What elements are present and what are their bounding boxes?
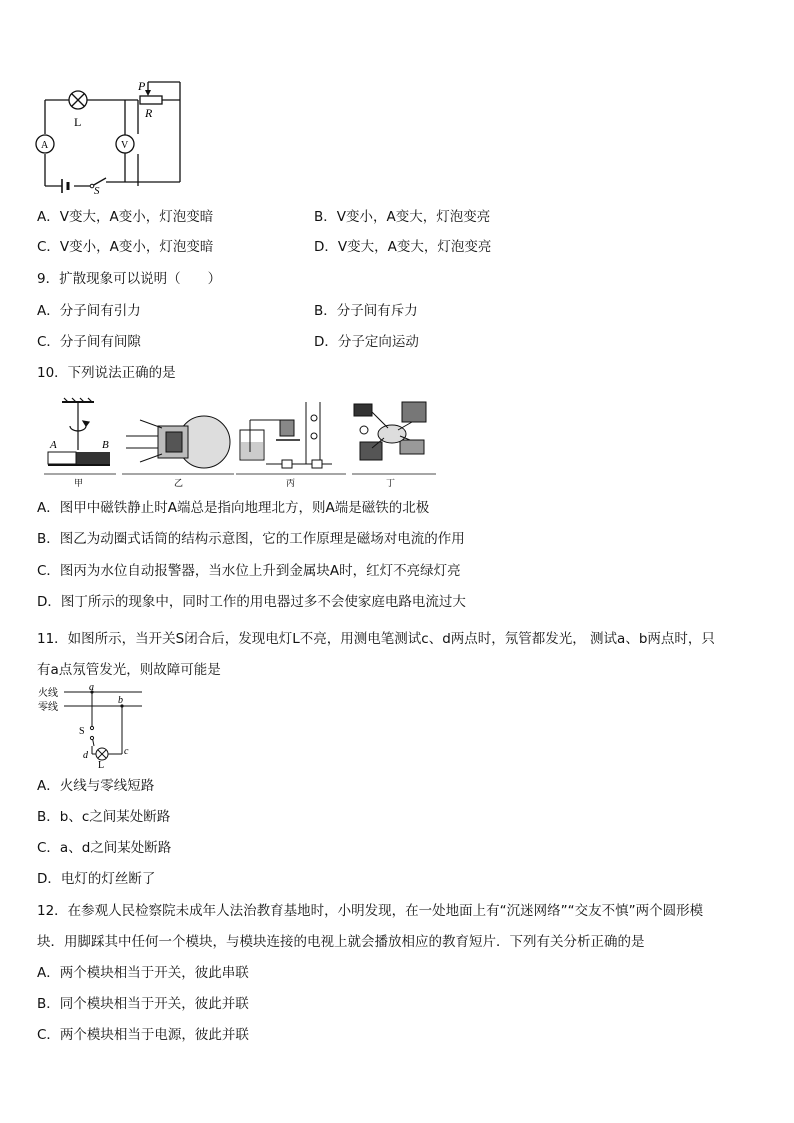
- q9-option-c[interactable]: C．分子间有间隙: [37, 334, 141, 350]
- label-lamp: L: [98, 760, 105, 770]
- q11-option-d[interactable]: D．电灯的灯丝断了: [37, 871, 156, 887]
- q8-option-a[interactable]: A．V变大，A变小，灯泡变暗: [37, 209, 214, 225]
- q8-circuit-diagram: [34, 78, 194, 194]
- label-ammeter: A: [41, 140, 49, 151]
- q12-option-a[interactable]: A．两个模块相当于开关，彼此串联: [37, 965, 249, 981]
- q12-option-b[interactable]: B．同个模块相当于开关，彼此并联: [37, 996, 249, 1012]
- label-c: c: [124, 746, 129, 757]
- q9-option-d[interactable]: D．分子定向运动: [314, 334, 419, 350]
- q9-stem: 9．扩散现象可以说明（ ）: [37, 271, 222, 287]
- label-s: S: [94, 185, 100, 194]
- q11-circuit-diagram: [36, 682, 146, 770]
- q11-stem-line2: 有a点氖管发光，则故障可能是: [37, 662, 221, 678]
- label-r: R: [145, 106, 153, 120]
- q10-figure-ding: [352, 396, 436, 488]
- label-a: a: [89, 682, 94, 693]
- q12-option-c[interactable]: C．两个模块相当于电源，彼此并联: [37, 1027, 249, 1043]
- q12-stem-line2: 块．用脚踩其中任何一个模块，与模块连接的电视上就会播放相应的教育短片．下列有关分析正确的是: [37, 934, 645, 950]
- q11-option-a[interactable]: A．火线与零线短路: [37, 778, 155, 794]
- label-p: P: [138, 79, 146, 93]
- label-d: d: [83, 750, 88, 761]
- q9-option-b[interactable]: B．分子间有斥力: [314, 303, 418, 319]
- q10-stem: 10．下列说法正确的是: [37, 365, 176, 381]
- q10-option-b[interactable]: B．图乙为动圈式话筒的结构示意图，它的工作原理是磁场对电流的作用: [37, 531, 465, 547]
- jia-label-b: B: [102, 439, 109, 451]
- label-zero-wire: 零线: [38, 702, 58, 713]
- caption-bing: 丙: [286, 478, 296, 488]
- q12-stem-line1: 12．在参观人民检察院未成年人法治教育基地时，小明发现，在一处地面上有“沉迷网络”“交友不慎”两个圆形模: [37, 903, 704, 919]
- label-b: b: [118, 695, 123, 706]
- caption-ding: 丁: [386, 478, 396, 488]
- q11-option-b[interactable]: B．b、c之间某处断路: [37, 809, 171, 825]
- jia-label-a: A: [50, 439, 57, 451]
- q10-option-a[interactable]: A．图甲中磁铁静止时A端总是指向地理北方，则A端是磁铁的北极: [37, 500, 430, 516]
- label-s1: S: [79, 726, 85, 737]
- q8-option-b[interactable]: B．V变小，A变大，灯泡变亮: [314, 209, 491, 225]
- q10-option-c[interactable]: C．图丙为水位自动报警器，当水位上升到金属块A时，红灯不亮绿灯亮: [37, 563, 461, 579]
- label-l: L: [74, 115, 82, 129]
- label-fire-wire: 火线: [38, 688, 58, 699]
- q11-stem-line1: 11．如图所示，当开关S闭合后，发现电灯L不亮，用测电笔测试c、d两点时，氖管都发光， 测试a、b两点时，只: [37, 631, 715, 647]
- label-voltmeter: V: [121, 140, 129, 151]
- q9-option-a[interactable]: A．分子间有引力: [37, 303, 141, 319]
- caption-yi: 乙: [174, 478, 184, 488]
- caption-jia: 甲: [74, 478, 84, 488]
- q10-figure-jia: [42, 396, 118, 488]
- q10-option-d[interactable]: D．图丁所示的现象中，同时工作的用电器过多不会使家庭电路电流过大: [37, 594, 466, 610]
- q10-figure-bing: [236, 396, 346, 488]
- q8-option-d[interactable]: D．V变大，A变大，灯泡变亮: [314, 239, 492, 255]
- q8-option-c[interactable]: C．V变小，A变小，灯泡变暗: [37, 239, 214, 255]
- q11-option-c[interactable]: C．a、d之间某处断路: [37, 840, 172, 856]
- q10-figure-yi: [122, 396, 234, 488]
